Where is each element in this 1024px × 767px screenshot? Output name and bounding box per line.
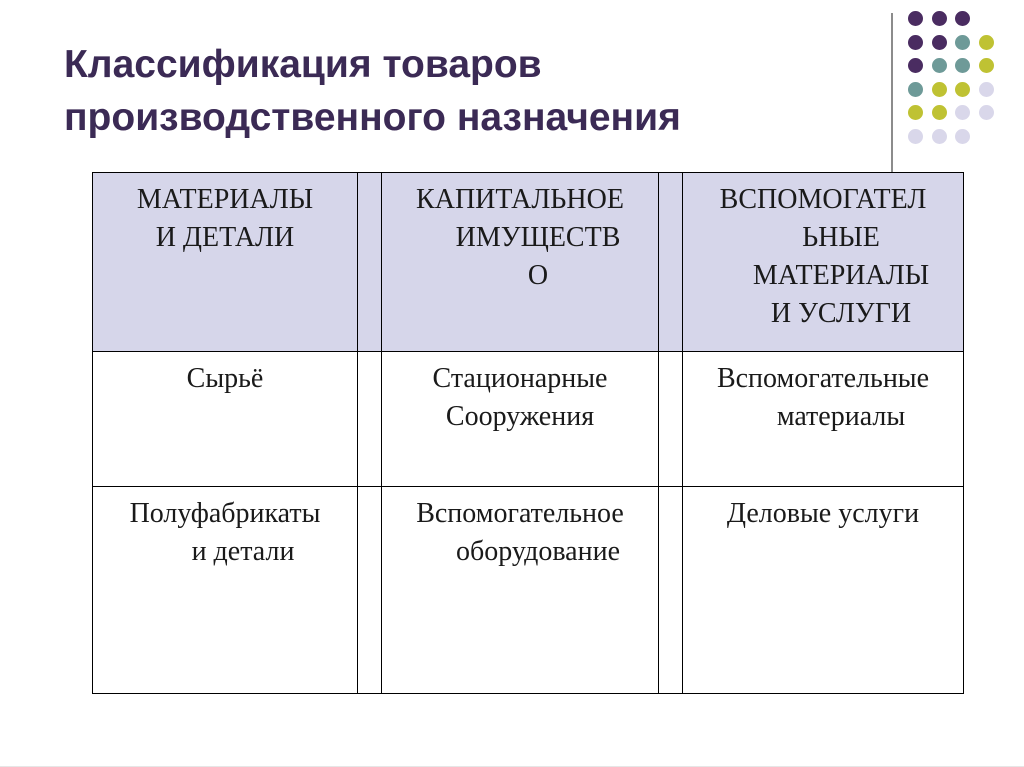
decorative-dot: [908, 35, 923, 50]
header-text-line: И ДЕТАЛИ: [155, 222, 295, 253]
header-text-line: ВСПОМОГАТЕЛ: [719, 184, 927, 215]
classification-table: [92, 172, 964, 694]
decorative-dot: [932, 105, 947, 120]
decorative-dot: [932, 58, 947, 73]
slide-title: [64, 38, 874, 144]
cell-text-line: и детали: [191, 536, 295, 567]
table-row: [93, 352, 964, 487]
decorative-dot: [908, 105, 923, 120]
header-cell-materials: [93, 173, 358, 352]
decorative-dot: [908, 129, 923, 144]
header-text-line: КАПИТАЛЬНОЕ: [416, 184, 624, 215]
header-cell-auxiliary: [683, 173, 964, 352]
table-cell: [683, 487, 964, 694]
title-line-2: производственного назначения: [64, 96, 681, 139]
decorative-dot: [932, 11, 947, 26]
decorative-dot: [955, 129, 970, 144]
header-cell-capital: [382, 173, 659, 352]
header-text-line: ИМУЩЕСТВ: [455, 222, 621, 253]
table-cell: [382, 352, 659, 487]
decorative-dot: [908, 82, 923, 97]
cell-text-line: Вспомогательное: [416, 498, 624, 529]
decorative-dot: [979, 82, 994, 97]
decorative-divider-line: [891, 13, 893, 172]
decorative-dot: [932, 129, 947, 144]
header-text-line: И УСЛУГИ: [770, 298, 912, 329]
table-cell: [382, 487, 659, 694]
decorative-dot: [955, 35, 970, 50]
header-text-line: МАТЕРИАЛЫ: [752, 260, 930, 291]
table-row: [93, 487, 964, 694]
cell-text-line: Сооружения: [445, 401, 595, 432]
decorative-dot: [955, 82, 970, 97]
cell-text-line: Вспомогательные: [716, 363, 930, 394]
table-cell: [683, 352, 964, 487]
cell-text-line: материалы: [776, 401, 906, 432]
decorative-dot: [908, 11, 923, 26]
column-gap: [659, 487, 683, 694]
decorative-dot: [955, 11, 970, 26]
cell-text-line: Стационарные: [432, 363, 608, 394]
decorative-dot: [979, 35, 994, 50]
column-gap: [659, 173, 683, 352]
cell-text-line: Полуфабрикаты: [129, 498, 321, 529]
decorative-dot: [979, 105, 994, 120]
decorative-dot: [955, 105, 970, 120]
table-cell: [93, 487, 358, 694]
decorative-dot: [908, 58, 923, 73]
column-gap: [358, 173, 382, 352]
column-gap: [358, 352, 382, 487]
table-header-row: [93, 173, 964, 352]
cell-text-line: Сырьё: [186, 363, 264, 394]
cell-text-line: оборудование: [455, 536, 621, 567]
header-text-line: МАТЕРИАЛЫ: [136, 184, 314, 215]
column-gap: [358, 487, 382, 694]
table-cell: [93, 352, 358, 487]
cell-text-line: Деловые услуги: [726, 498, 920, 529]
column-gap: [659, 352, 683, 487]
decorative-dot: [979, 58, 994, 73]
decorative-dot: [932, 82, 947, 97]
decorative-dot-grid: [908, 11, 1008, 161]
decorative-dot: [955, 58, 970, 73]
header-text-line: ЬНЫЕ: [802, 222, 880, 253]
decorative-dot: [932, 35, 947, 50]
header-text-line: О: [527, 260, 549, 291]
title-line-1: Классификация товаров: [64, 43, 542, 86]
